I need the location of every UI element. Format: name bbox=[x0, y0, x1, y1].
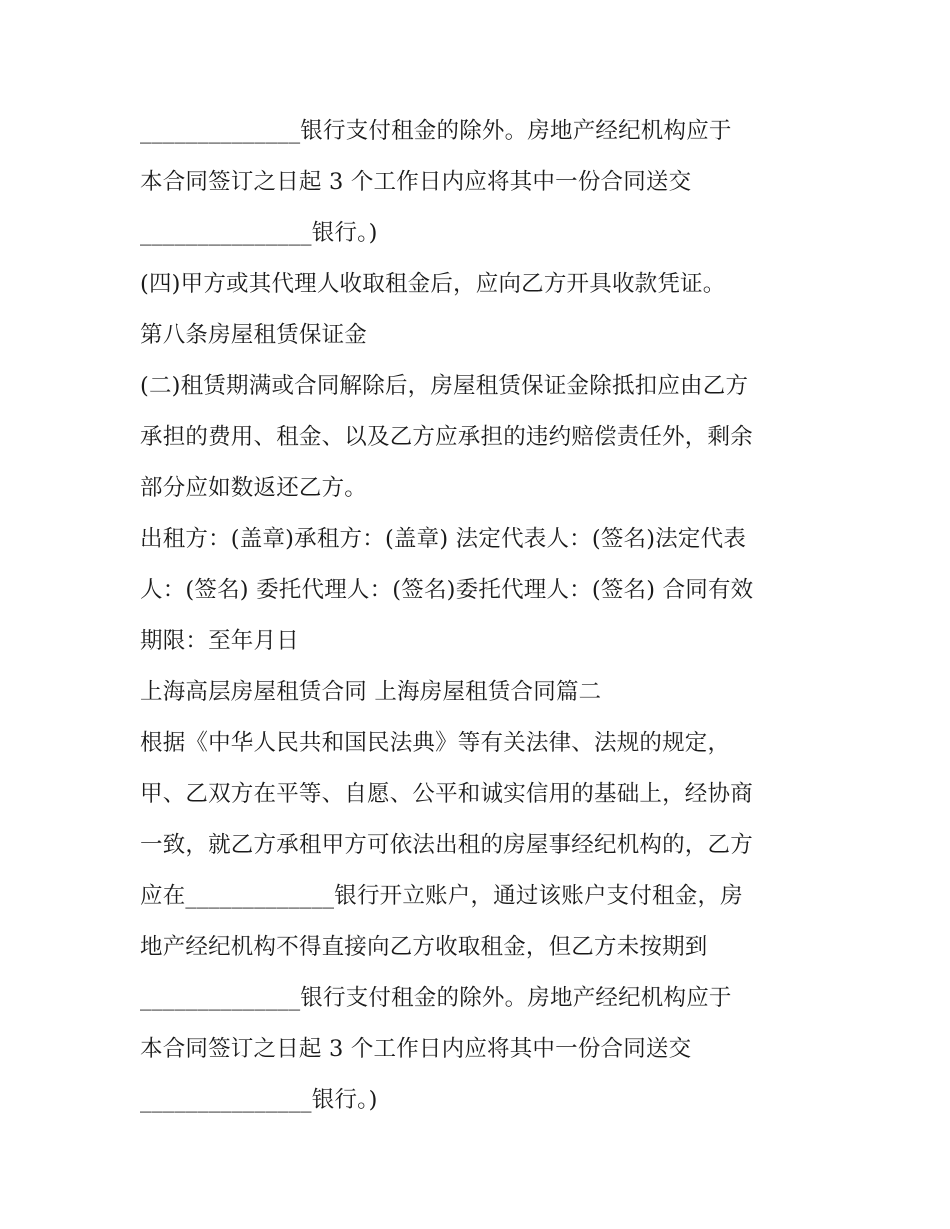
text-line: _______________银行。) bbox=[140, 1087, 378, 1113]
text-line: ______________银行支付租金的除外。房地产经纪机构应于 bbox=[140, 118, 732, 144]
text-line: 出租方：(盖章)承租方：(盖章) 法定代表人：(签名)法定代表 bbox=[140, 526, 747, 552]
text-line: 甲、乙双方在平等、自愿、公平和诚实信用的基础上，经协商 bbox=[140, 781, 753, 807]
text-line: _______________银行。) bbox=[140, 220, 378, 246]
text-line: 根据《中华人民共和国民法典》等有关法律、法规的规定， bbox=[140, 730, 731, 756]
text-line: 应在_____________银行开立账户，通过该账户支付租金，房 bbox=[140, 883, 743, 909]
text-line: 本合同签订之日起 3 个工作日内应将其中一份合同送交 bbox=[140, 169, 692, 195]
text-line: (二)租赁期满或合同解除后，房屋租赁保证金除抵扣应由乙方 bbox=[140, 373, 749, 399]
document-body bbox=[140, 106, 830, 1126]
text-line: 人：(签名) 委托代理人：(签名)委托代理人：(签名) 合同有效 bbox=[140, 577, 754, 603]
text-line: 部分应如数返还乙方。 bbox=[140, 475, 368, 501]
text-line: (四)甲方或其代理人收取租金后，应向乙方开具收款凭证。 bbox=[140, 271, 726, 297]
text-line: 承担的费用、租金、以及乙方应承担的违约赔偿责任外，剩余 bbox=[140, 424, 753, 450]
text-line: 本合同签订之日起 3 个工作日内应将其中一份合同送交 bbox=[140, 1036, 692, 1062]
text-line: 地产经纪机构不得直接向乙方收取租金，但乙方未按期到 bbox=[140, 934, 708, 960]
section-heading: 上海高层房屋租赁合同 上海房屋租赁合同篇二 bbox=[140, 679, 602, 705]
text-line: 一致，就乙方承租甲方可依法出租的房屋事经纪机构的，乙方 bbox=[140, 832, 753, 858]
text-line: 期限：至年月日 bbox=[140, 628, 299, 654]
text-line: ______________银行支付租金的除外。房地产经纪机构应于 bbox=[140, 985, 732, 1011]
section-heading: 第八条房屋租赁保证金 bbox=[140, 322, 368, 348]
